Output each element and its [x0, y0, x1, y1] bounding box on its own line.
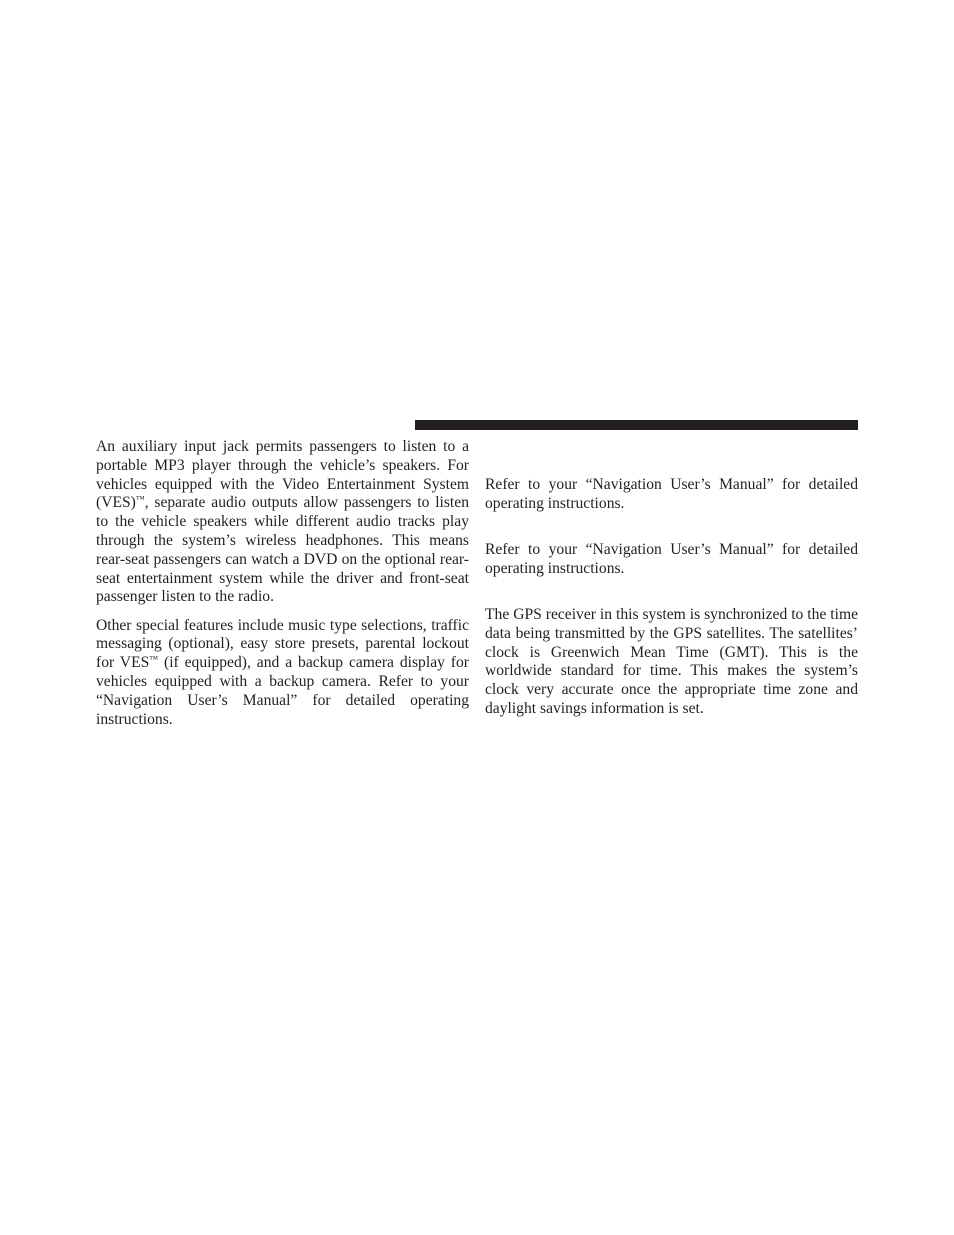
right-paragraph-navigation-manual-2: Refer to your “Navigation User’s Manual” for detailed operating instructions. [485, 541, 858, 577]
right-column-section-2 [485, 541, 858, 579]
right-paragraph-gps-clock: The GPS receiver in this system is synchronized to the time data being transmitted by the GPS satellites. The satellites’ clock is Greenwich Mean Time (GMT). This is the worldwide standard for time. This makes the system’s clock very accurate once the appropriate time zone and daylight savings information is set. [485, 606, 858, 717]
left-paragraph-special-features: Other special features include music type selections, traffic messaging (optional), easy store presets, parental lockout for VES™ (if equipped), and a backup camera display for vehicles equipped with a backup camera. Refer to your “Navigation User’s Manual” for detailed operating instructions. [96, 616, 469, 728]
right-paragraph-navigation-manual-1: Refer to your “Navigation User’s Manual” for detailed operating instructions. [485, 476, 858, 512]
trademark-symbol: ™ [149, 654, 159, 665]
section-header-rule [415, 420, 858, 430]
right-column-section-1 [485, 476, 858, 514]
left-paragraph-auxiliary-input: An auxiliary input jack permits passengers to listen to a portable MP3 player through the vehicle’s speakers. For vehicles equipped with the Video Entertainment System (VES)™, separate audio outputs allow passengers to listen to the vehicle speakers while different audio tracks play through the system’s wireless headphones. This means rear-seat passengers can watch a DVD on the optional rear-seat entertainment system while the driver and front-seat passenger listen to the radio. [96, 438, 469, 606]
left-column [96, 438, 469, 729]
right-column-section-3 [485, 606, 858, 719]
trademark-symbol: ™ [135, 494, 145, 505]
